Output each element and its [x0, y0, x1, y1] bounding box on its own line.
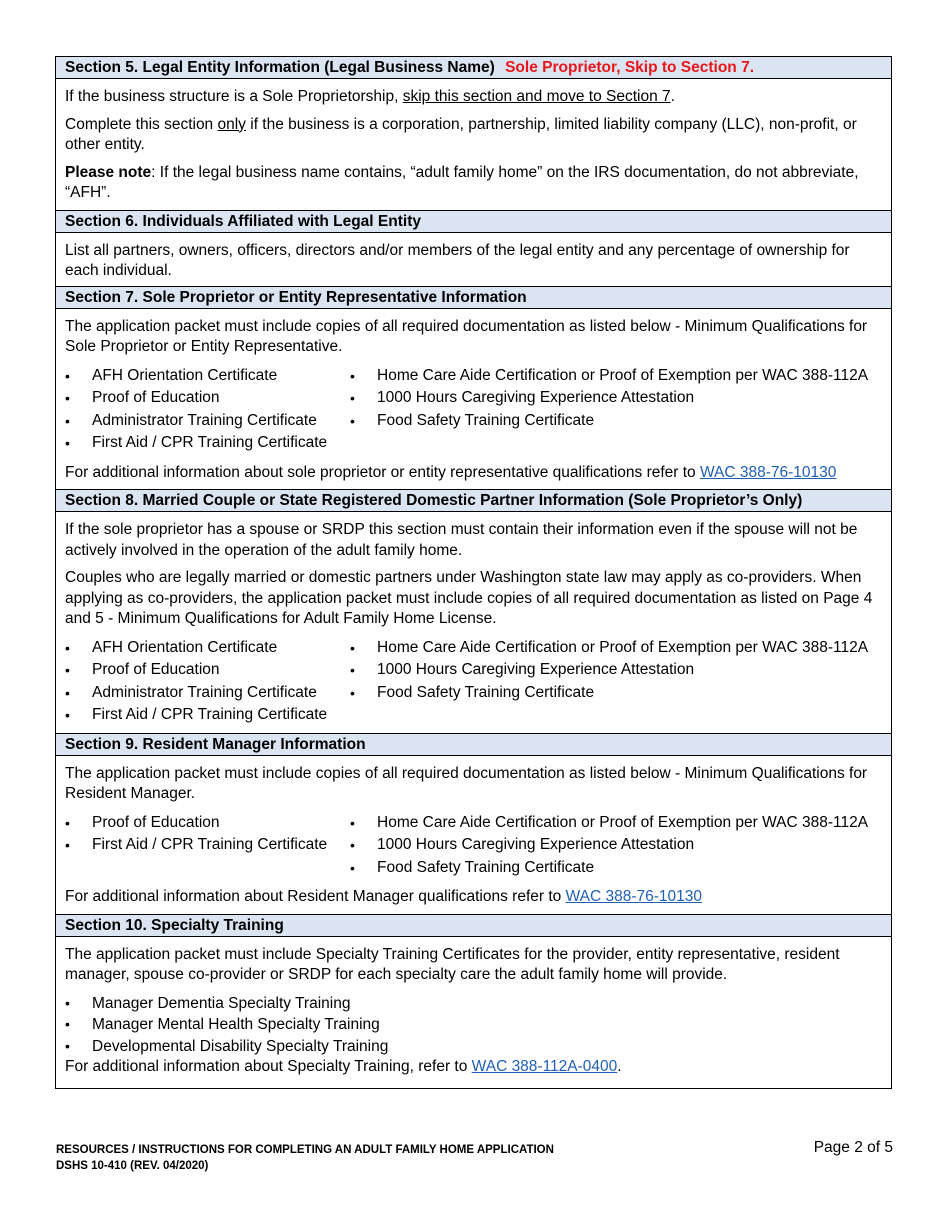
section-10-more-end: . — [617, 1058, 622, 1075]
section-9-more-text: For additional information about Resident Manager qualifications refer to — [65, 888, 566, 905]
section-8-paragraph-1: If the sole proprietor has a spouse or SRDP this section must contain their information even if the spouse will not be actively involved in the operation of the adult family home. — [65, 521, 858, 559]
section-5-p1-end: . — [670, 88, 675, 105]
section-8-list-right — [350, 637, 882, 727]
list-item: • Food Safety Training Certificate — [350, 682, 882, 705]
list-item: • 1000 Hours Caregiving Experience Attestation — [350, 659, 882, 682]
list-item: • Administrator Training Certificate — [65, 682, 350, 705]
section-5-warning: Sole Proprietor, Skip to Section 7. — [505, 59, 755, 76]
section-7-list-left — [65, 365, 350, 455]
list-item: • Food Safety Training Certificate — [350, 410, 882, 433]
list-item: • Proof of Education — [65, 659, 350, 682]
list-item: • First Aid / CPR Training Certificate — [65, 704, 350, 727]
section-9-requirements — [65, 812, 882, 880]
section-9-body — [56, 756, 891, 914]
section-5-p2-text: Complete this section — [65, 115, 218, 133]
section-7-heading: Section 7. Sole Proprietor or Entity Representative Information — [56, 286, 891, 309]
section-8-list-left — [65, 637, 350, 727]
note-text: : If the legal business name contains, “adult family home” on the IRS documentation, do not abbreviate, “AFH”. — [65, 163, 859, 201]
section-10-body — [56, 937, 891, 1088]
section-10-paragraph: The application packet must include Specialty Training Certificates for the provider, entity representative, resident manager, spouse co-provider or SRDP for each specialty care the adult family home will provide. — [65, 945, 840, 983]
footer-form-info — [56, 1142, 554, 1174]
instructions-table — [55, 56, 892, 1089]
list-item: • Administrator Training Certificate — [65, 410, 350, 433]
section-10-more-info — [65, 1057, 882, 1078]
list-item: • Developmental Disability Specialty Training — [65, 1036, 882, 1058]
list-item: • Home Care Aide Certification or Proof of Exemption per WAC 388-112A — [350, 812, 882, 835]
section-8-body — [56, 512, 891, 733]
wac-388-76-10130-link[interactable]: WAC 388-76-10130 — [699, 463, 837, 481]
section-9-more-info — [65, 887, 882, 908]
list-item: • Home Care Aide Certification or Proof of Exemption per WAC 388-112A — [350, 365, 882, 388]
section-5-note — [65, 163, 882, 204]
list-item: • AFH Orientation Certificate — [65, 365, 350, 388]
section-9-list-left — [65, 812, 350, 880]
list-item: • Proof of Education — [65, 812, 350, 835]
section-8-requirements — [65, 637, 882, 727]
list-item: • Proof of Education — [65, 387, 350, 410]
section-5-heading — [56, 57, 891, 79]
section-7-body — [56, 309, 891, 490]
section-7-more-info — [65, 463, 882, 484]
list-item: • 1000 Hours Caregiving Experience Attestation — [350, 834, 882, 857]
section-7-paragraph: The application packet must include copies of all required documentation as listed below - Minimum Qualifications for Sole Proprietor or Entity Representative. — [65, 317, 868, 355]
section-10-more-text: For additional information about Specialty Training, refer to — [65, 1058, 472, 1075]
section-5-skip-text: skip this section and move to Section 7 — [402, 88, 671, 105]
section-9-paragraph: The application packet must include copies of all required documentation as listed below - Minimum Qualifications for Resident Manager. — [65, 764, 868, 802]
list-item: • Food Safety Training Certificate — [350, 857, 882, 880]
list-item: • AFH Orientation Certificate — [65, 637, 350, 660]
section-5-p1-text: If the business structure is a Sole Proprietorship, — [65, 88, 403, 105]
wac-388-112a-0400-link[interactable]: WAC 388-112A-0400 — [471, 1058, 618, 1075]
list-item: • Manager Dementia Specialty Training — [65, 993, 882, 1015]
list-item: • Home Care Aide Certification or Proof of Exemption per WAC 388-112A — [350, 637, 882, 660]
footer-title: RESOURCES / INSTRUCTIONS FOR COMPLETING AN ADULT FAMILY HOME APPLICATION — [56, 1144, 554, 1156]
section-8-paragraph-2: Couples who are legally married or domestic partners under Washington state law may apply as co-providers. When applying as co-providers, the application packet must include copies of all required documentation as listed on Page 4 and 5 - Minimum Qualifications for Adult Family Home License. — [65, 569, 873, 627]
page-number: Page 2 of 5 — [813, 1139, 893, 1156]
section-8-heading: Section 8. Married Couple or State Registered Domestic Partner Information (Sole Proprietor’s Only) — [56, 489, 891, 512]
section-5-only-text: only — [217, 115, 246, 133]
list-item: • First Aid / CPR Training Certificate — [65, 432, 350, 455]
list-item: • Manager Mental Health Specialty Training — [65, 1014, 882, 1036]
note-label: Please note — [65, 163, 152, 181]
section-9-heading: Section 9. Resident Manager Information — [56, 733, 891, 756]
section-5-p2-rest: if the business is a corporation, partnership, limited liability company (LLC), non-profit, or other entity. — [65, 115, 857, 153]
section-7-requirements — [65, 365, 882, 455]
wac-388-76-10130-link[interactable]: WAC 388-76-10130 — [565, 888, 703, 905]
section-10-list — [65, 993, 882, 1058]
section-9-list-right — [350, 812, 882, 880]
section-6-body — [56, 233, 891, 286]
section-10-heading: Section 10. Specialty Training — [56, 914, 891, 937]
section-5-body — [56, 79, 891, 210]
section-5-paragraph-1 — [65, 87, 882, 108]
footer-form-id: DSHS 10-410 (REV. 04/2020) — [56, 1160, 209, 1172]
list-item: • First Aid / CPR Training Certificate — [65, 834, 350, 857]
section-6-heading: Section 6. Individuals Affiliated with Legal Entity — [56, 210, 891, 233]
section-5-title: Section 5. Legal Entity Information (Legal Business Name) — [65, 59, 495, 76]
section-5-paragraph-2 — [65, 115, 882, 156]
section-7-list-right — [350, 365, 882, 455]
section-7-more-text: For additional information about sole proprietor or entity representative qualifications refer to — [65, 463, 700, 481]
list-item: • 1000 Hours Caregiving Experience Attestation — [350, 387, 882, 410]
section-6-paragraph: List all partners, owners, officers, directors and/or members of the legal entity and any percentage of ownership for each individual. — [65, 241, 850, 279]
